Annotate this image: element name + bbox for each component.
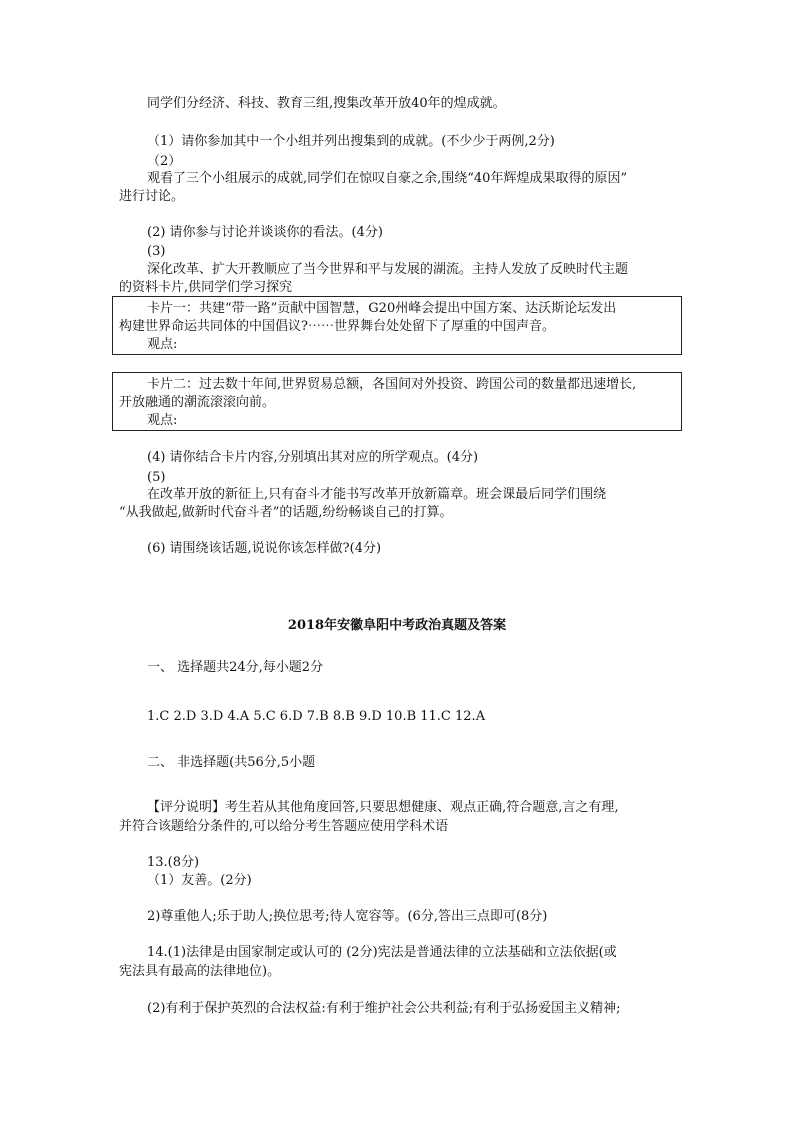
answer-13-heading: 13.(8分) [147,855,200,870]
question-5-context-a: 在改革开放的新征上,只有奋斗才能书写改革开放新篇章。班会课最后同学们围绕 [147,487,607,502]
card-two-line-a: 卡片二：过去数十年间,世界贸易总额，各国间对外投资、跨国公司的数量都迅速增长, [147,377,637,392]
card-one-viewpoint-label: 观点: [147,337,178,352]
section-1-heading: 一、 选择题共24分,每小题2分 [147,660,324,675]
answer-14-part-1-a: 14.(1)法律是由国家制定或认可的 (2分)宪法是普通法律的立法基础和立法依据(或 [147,945,617,960]
answer-title: 2018年安徽阜阳中考政治真题及答案 [287,618,507,633]
card-one [112,296,682,355]
question-1: （1）请你参加其中一个小组并列出搜集到的成就。(不少少于两例,2分) [147,134,555,149]
answer-14-part-1-b: 宪法具有最高的法律地位)。 [119,964,281,979]
card-one-line-a: 卡片一：共建“带一路”贡献中国智慧，G20州峰会提出中国方案、达沃斯论坛发出 [147,301,617,316]
answer-13-part-1: （1）友善。(2分) [147,873,252,888]
question-2-context-b: 进行讨论。 [119,189,185,204]
question-2: (2) 请你参与讨论并谈谈你的看法。(4分) [147,225,383,240]
card-one-line-b: 构建世界命运共同体的中国倡议?⋯⋯世界舞台处处留下了厚重的中国声音。 [119,319,555,334]
question-5-context-b: “从我做起,做新时代奋斗者”的话题,纷纷畅谈自己的打算。 [119,505,453,520]
question-6: (6) 请围绕该话题,说说你该怎样做?(4分) [147,541,382,556]
multiple-choice-answers: 1.C 2.D 3.D 4.A 5.C 6.D 7.B 8.B 9.D 10.B 11.C 12.A [147,709,486,724]
card-two-viewpoint-label: 观点: [147,413,178,428]
answer-14-part-2: (2)有利于保护英烈的合法权益:有利于维护社会公共利益;有利于弘扬爱国主义精神; [147,1001,621,1016]
question-3-number: (3) [147,244,166,259]
card-two-line-b: 开放融通的潮流滚滚向前。 [119,395,276,410]
intro-text: 同学们分经济、科技、教育三组,搜集改革开放40年的煌成就。 [147,96,506,111]
section-2-heading: 二、 非选择题(共56分,5小题 [147,755,316,770]
answer-13-part-2: 2)尊重他人;乐于助人;换位思考;待人宽容等。(6分,答出三点即可(8分) [147,909,548,924]
question-4: (4) 请你结合卡片内容,分别填出其对应的所学观点。(4分) [147,450,479,465]
card-two [112,372,682,431]
question-3-context-a: 深化改革、扩大开教顺应了当今世界和平与发展的湖流。主持人发放了反映时代主题 [147,262,629,277]
scoring-note-a: 【评分说明】考生若从其他角度回答,只要思想健康、观点正确,符合题意,言之有理, [147,800,619,815]
question-2-context-a: 观看了三个小组展示的成就,同学们在惊叹自豪之余,围绕“40年辉煌成果取得的原因” [147,171,628,186]
question-2-number: （2） [147,154,182,169]
scoring-note-b: 并符合该题给分条件的,可以给分考生答题应使用学科术语 [119,819,449,834]
question-3-context-b: 的资料卡片,供同学们学习探究 [119,280,293,295]
question-5-number: (5) [147,470,166,485]
